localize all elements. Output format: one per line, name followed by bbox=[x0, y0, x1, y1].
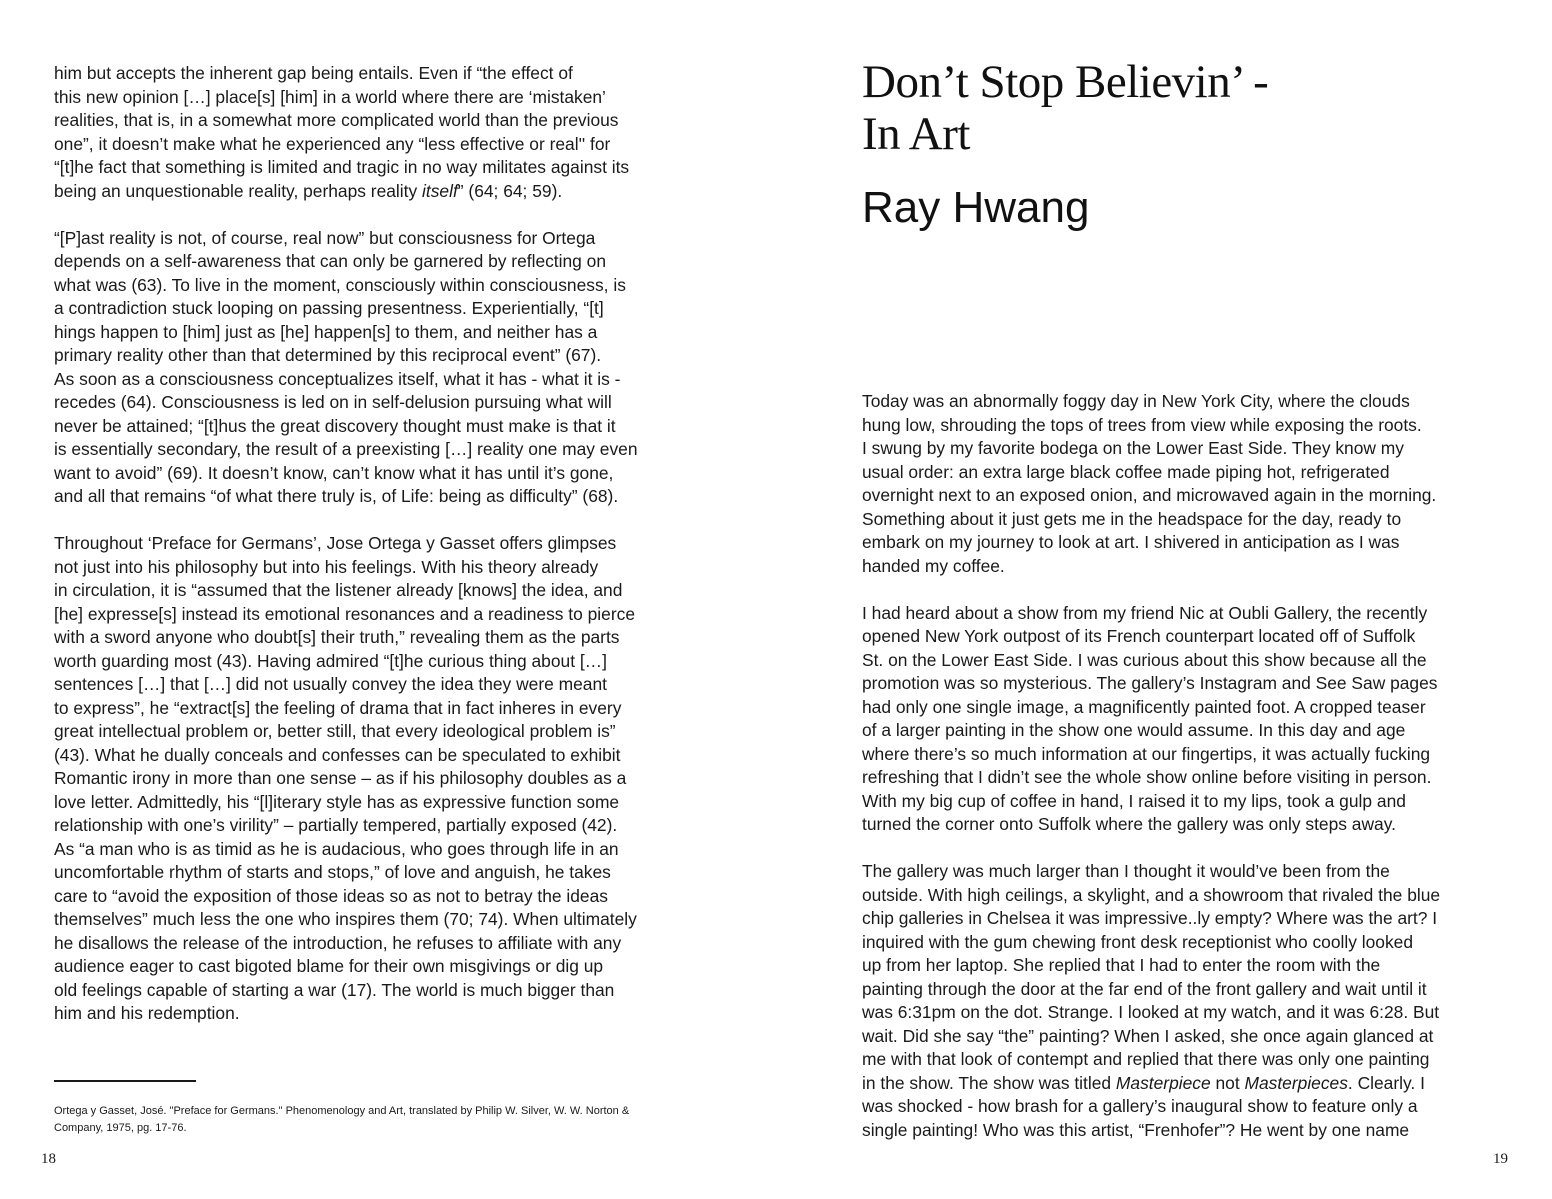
text-line: me with that look of contempt and replied that there was only one painting bbox=[862, 1049, 1430, 1069]
text-line: wait. Did she say “the” painting? When I asked, she once again glanced at bbox=[862, 1025, 1434, 1046]
text-line: with a sword anyone who doubt[s] their truth,” revealing them as the parts bbox=[54, 627, 620, 647]
text-line: single painting! Who was this artist, “Frenhofer”? He went by one name bbox=[862, 1119, 1410, 1140]
text-line: of a larger painting in the show one would assume. In this day and age bbox=[862, 720, 1406, 740]
text-line: “[t]he fact that something is limited and tragic in no way militates against its bbox=[54, 157, 630, 177]
text-line: Something about it just gets me in the headspace for the day, ready to bbox=[862, 508, 1402, 529]
text-line: promotion was so mysterious. The gallery’s Instagram and See Saw pages bbox=[862, 673, 1438, 693]
text-line: in the show. The show was titled Masterpiece not Masterpieces. Clearly. I bbox=[862, 1072, 1425, 1093]
text-line: chip galleries in Chelsea it was impressive..ly empty? Where was the art? I bbox=[862, 908, 1438, 928]
text-line: embark on my journey to look at art. I shivered in anticipation as I was bbox=[862, 532, 1400, 552]
text-line: being an unquestionable reality, perhaps reality itself” (64; 64; 59). bbox=[54, 180, 563, 201]
text-line: audience eager to cast bigoted blame for their own misgivings or dig up bbox=[54, 956, 604, 976]
text-line: themselves” much less the one who inspires them (70; 74). When ultimately bbox=[54, 909, 637, 929]
text-line: what was (63). To live in the moment, consciously within consciousness, is bbox=[54, 274, 626, 295]
text-line: The gallery was much larger than I thought it would’ve been from the bbox=[862, 861, 1390, 881]
text-line: inquired with the gum chewing front desk receptionist who coolly looked bbox=[862, 931, 1414, 952]
text-line: is essentially secondary, the result of a preexisting […] reality one may even bbox=[54, 439, 638, 459]
text-line: where there’s so much information at our fingertips, it was actually fucking bbox=[862, 743, 1431, 764]
text-line: refreshing that I didn’t see the whole show online before visiting in person. bbox=[862, 767, 1432, 787]
text-line: [he] expresse[s] instead its emotional resonances and a readiness to pierce bbox=[54, 603, 635, 624]
text-line: opened New York outpost of its French counterpart located off of Suffolk bbox=[862, 626, 1416, 646]
text-line: love letter. Admittedly, his “[l]iterary style has as expressive function some bbox=[54, 791, 620, 812]
text-line: recedes (64). Consciousness is led on in self-delusion pursuing what will bbox=[54, 392, 612, 412]
text-line: With my big cup of coffee in hand, I raised it to my lips, took a gulp and bbox=[862, 790, 1406, 811]
text-line: not just into his philosophy but into his feelings. With his theory already bbox=[54, 556, 599, 577]
text-line: (43). What he dually conceals and confesses can be speculated to exhibit bbox=[54, 744, 621, 765]
text-line: want to avoid” (69). It doesn’t know, can’t know what it has until it’s gone, bbox=[54, 462, 614, 483]
footnote-divider bbox=[54, 1080, 196, 1082]
text-line: relationship with one’s virility” – partially tempered, partially exposed (42). bbox=[54, 815, 618, 835]
text-line: hung low, shrouding the tops of trees from view while exposing the roots. bbox=[862, 414, 1422, 435]
text-line: worth guarding most (43). Having admired “[t]he curious thing about […] bbox=[54, 650, 607, 671]
text-line: up from her laptop. She replied that I had to enter the room with the bbox=[862, 955, 1381, 975]
text-line: to express”, he “extract[s] the feeling of drama that in fact inheres in every bbox=[54, 697, 622, 718]
text-line: and all that remains “of what there truly is, of Life: being as difficulty” (68). bbox=[54, 486, 619, 506]
text-line: As soon as a consciousness conceptualizes itself, what it has - what it is - bbox=[54, 368, 621, 389]
left-page-body bbox=[54, 62, 704, 1049]
text-line: turned the corner onto Suffolk where the gallery was only steps away. bbox=[862, 814, 1396, 834]
text-line: care to “avoid the exposition of those ideas so as not to betray the ideas bbox=[54, 885, 608, 906]
text-line: Today was an abnormally foggy day in New York City, where the clouds bbox=[862, 391, 1410, 411]
page-number-left: 18 bbox=[41, 1151, 56, 1167]
paragraph bbox=[54, 532, 704, 1026]
text-line: I swung by my favorite bodega on the Lower East Side. They know my bbox=[862, 438, 1404, 458]
text-line: him and his redemption. bbox=[54, 1003, 240, 1023]
text-line: one”, it doesn’t make what he experienced any “less effective or real'' for bbox=[54, 133, 611, 154]
paragraph bbox=[862, 602, 1512, 837]
text-line: never be attained; “[t]hus the great discovery thought must make is that it bbox=[54, 415, 616, 436]
text-line: had only one single image, a magnificently painted foot. A cropped teaser bbox=[862, 696, 1426, 717]
text-line: old feelings capable of starting a war (17). The world is much bigger than bbox=[54, 979, 615, 1000]
text-line: sentences […] that […] did not usually convey the idea they were meant bbox=[54, 674, 607, 694]
text-line: a contradiction stuck looping on passing presentness. Experientially, “[t] bbox=[54, 298, 604, 318]
text-line: handed my coffee. bbox=[862, 555, 1005, 576]
text-line: Throughout ‘Preface for Germans’, Jose Ortega y Gasset offers glimpses bbox=[54, 533, 617, 553]
article-title-line: In Art bbox=[862, 108, 970, 160]
paragraph bbox=[54, 227, 704, 509]
footnote-line: Company, 1975, pg. 17-76. bbox=[54, 1122, 187, 1134]
article-author: Ray Hwang bbox=[862, 183, 1090, 232]
text-line: depends on a self-awareness that can only be garnered by reflecting on bbox=[54, 251, 607, 271]
text-line: this new opinion […] place[s] [him] in a world where there are ‘mistaken’ bbox=[54, 86, 606, 107]
paragraph bbox=[54, 62, 704, 203]
text-line: overnight next to an exposed onion, and microwaved again in the morning. bbox=[862, 485, 1437, 505]
article-title bbox=[862, 56, 1268, 160]
text-line: “[P]ast reality is not, of course, real now” but consciousness for Ortega bbox=[54, 227, 596, 248]
footnote bbox=[54, 1103, 734, 1137]
text-line: painting through the door at the far end of the front gallery and wait until it bbox=[862, 978, 1427, 999]
text-line: St. on the Lower East Side. I was curious about this show because all the bbox=[862, 649, 1427, 670]
text-line: outside. With high ceilings, a skylight, and a showroom that rivaled the blue bbox=[862, 884, 1441, 905]
page-number-right: 19 bbox=[1493, 1151, 1508, 1167]
text-line: was shocked - how brash for a gallery’s inaugural show to feature only a bbox=[862, 1096, 1418, 1116]
text-line: hings happen to [him] just as [he] happen[s] to them, and neither has a bbox=[54, 321, 598, 342]
text-line: Romantic irony in more than one sense – as if his philosophy doubles as a bbox=[54, 768, 627, 788]
footnote-line: Ortega y Gasset, José. "Preface for Germans." Phenomenology and Art, translated by Philip W. Silver, W. W. Norton & bbox=[54, 1105, 630, 1117]
article-title-line: Don’t Stop Believin’ - bbox=[862, 56, 1269, 108]
text-line: was 6:31pm on the dot. Strange. I looked at my watch, and it was 6:28. But bbox=[862, 1002, 1440, 1022]
text-line: him but accepts the inherent gap being entails. Even if “the effect of bbox=[54, 63, 573, 83]
text-line: primary reality other than that determined by this reciprocal event” (67). bbox=[54, 345, 602, 365]
paragraph bbox=[862, 860, 1512, 1142]
text-line: As “a man who is as timid as he is audacious, who goes through life in an bbox=[54, 838, 619, 859]
text-line: he disallows the release of the introduction, he refuses to affiliate with any bbox=[54, 932, 622, 953]
text-line: realities, that is, in a somewhat more complicated world than the previous bbox=[54, 110, 619, 130]
right-page-body bbox=[862, 390, 1512, 1166]
text-line: I had heard about a show from my friend Nic at Oubli Gallery, the recently bbox=[862, 602, 1428, 623]
text-line: in circulation, it is “assumed that the listener already [knows] the idea, and bbox=[54, 580, 623, 600]
right-page bbox=[776, 0, 1552, 1199]
text-line: great intellectual problem or, better still, that every ideological problem is” bbox=[54, 721, 616, 741]
text-line: uncomfortable rhythm of starts and stops,” of love and anguish, he takes bbox=[54, 862, 611, 882]
text-line: usual order: an extra large black coffee made piping hot, refrigerated bbox=[862, 461, 1390, 482]
paragraph bbox=[862, 390, 1512, 578]
